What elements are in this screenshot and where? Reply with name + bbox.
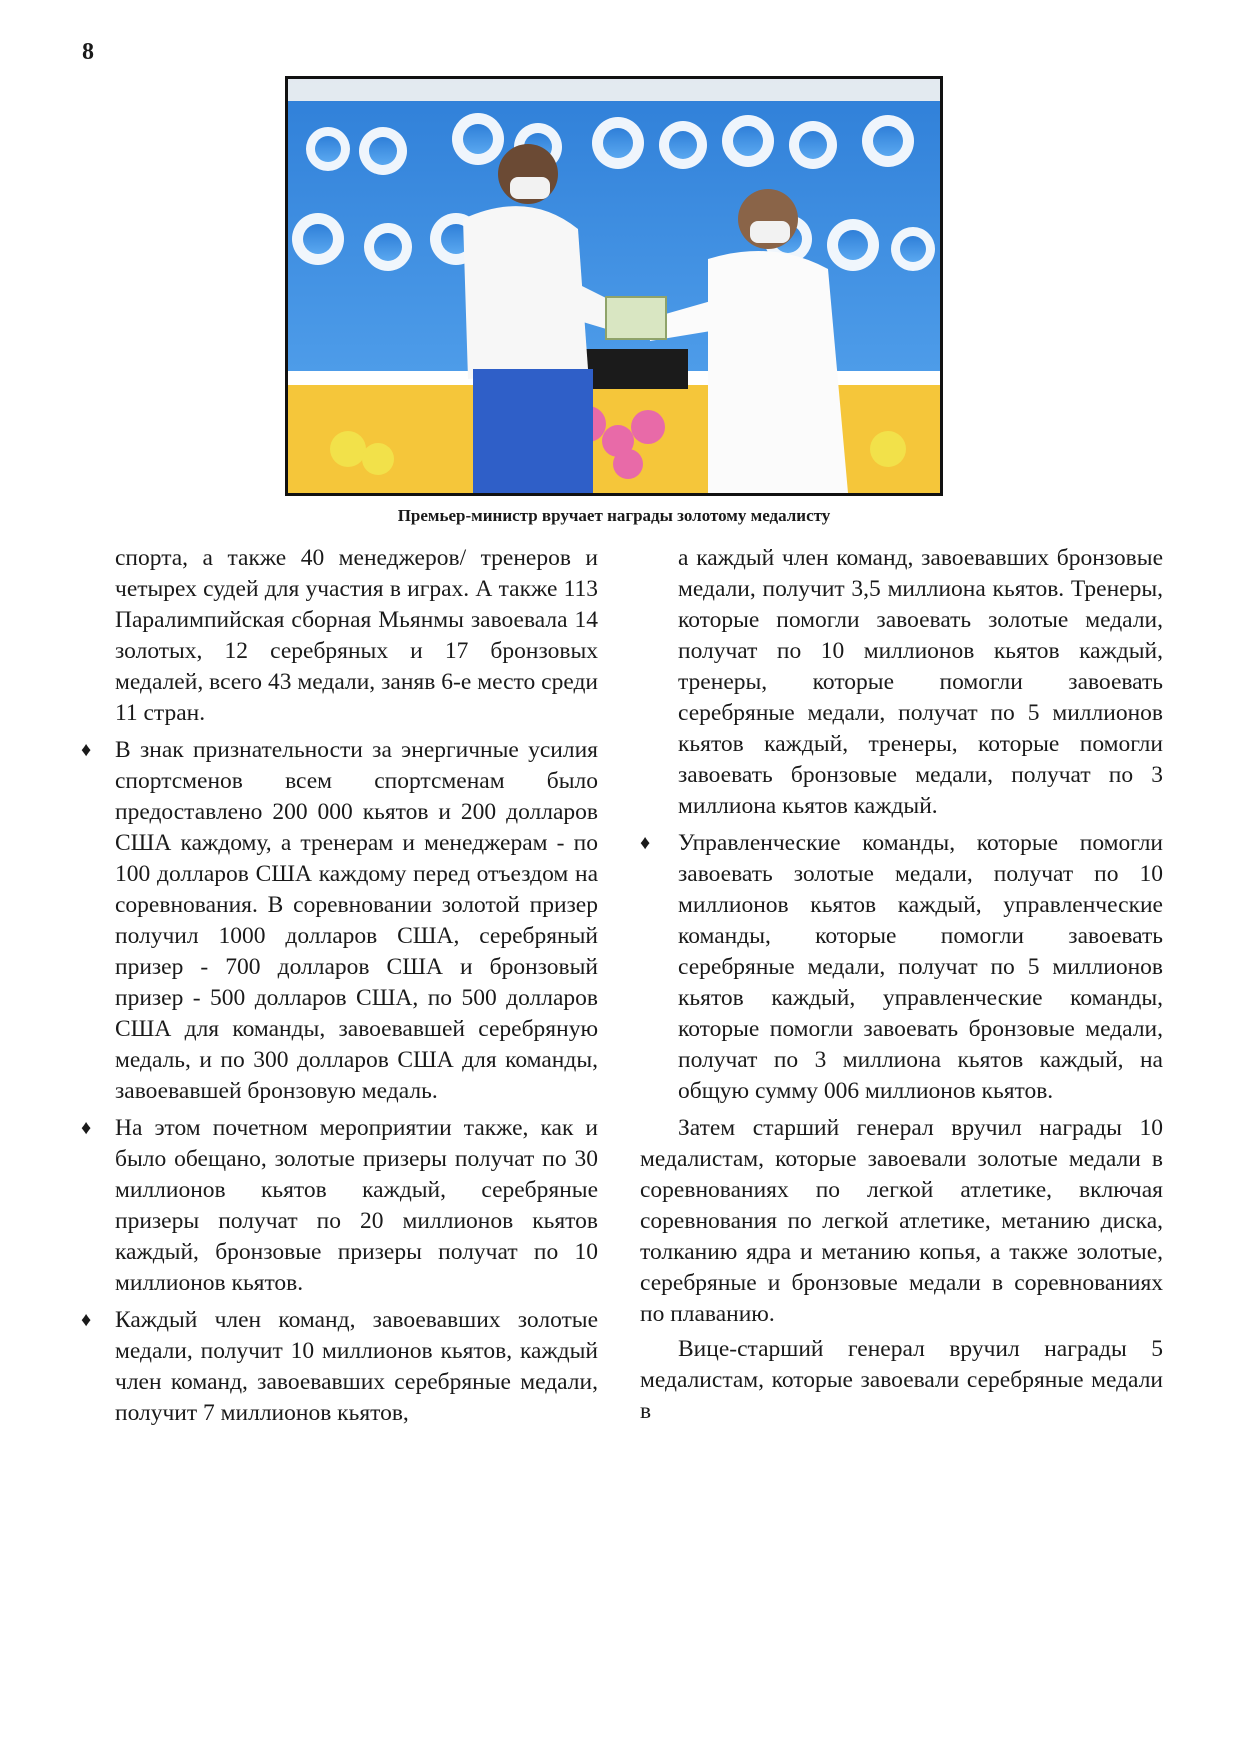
left-continuation-paragraph: спорта, а также 40 менеджеров/ тренеров и четырех судей для участия в играх. А также 113 Паралимпийская сборная Мьянмы завоевала 14 золотых, 12 серебряных и 17 бронзовых медалей, всего 43 медали, заняв 6-е место среди 11 стран. — [115, 545, 598, 726]
bullet-item — [81, 735, 598, 1107]
bullet-item — [640, 828, 1163, 1107]
right-continuation-paragraph: а каждый член команд, завоевавших бронзовые медали, получит 3,5 миллиона кьятов. Тренеры, которые помогли завоевать золотые медали, получат по 10 миллионов кьятов каждый, тренеры, которые помогли завоевать серебряные медали, получат по 5 миллионов кьятов каждый, тренеры, которые помогли завоевать бронзовые медали, получат по 3 миллиона кьятов каждый. — [678, 545, 1163, 819]
bullet-item — [81, 1305, 598, 1429]
bullet-text: В знак признательности за энергичные усилия спортсменов всем спортсменам было предоставлено 200 000 кьятов и 200 долларов США каждому, а тренерам и менеджерам - по 100 долларов США каждому перед отъездом на соревнования. В соревновании золотой призер получил 1000 долларов США, серебряный призер - 700 долларов США и бронзовый призер - 500 долларов США, по 500 долларов США для команды, завоевавшей серебряную медаль, и по 300 долларов США для команды, завоевавшей бронзовую медаль. — [115, 737, 598, 1104]
left-column — [81, 543, 598, 1435]
body-paragraph: Вице-старший генерал вручил награды 5 медалистам, которые завоевали серебряные медали в — [640, 1336, 1163, 1424]
bullet-diamond-icon: ♦ — [640, 832, 651, 854]
page-number: 8 — [82, 39, 94, 65]
award-ceremony-photo — [285, 76, 943, 496]
bullet-text: Управленческие команды, которые помогли завоевать золотые медали, получат по 10 миллионов кьятов каждый, управленческие команды, которые помогли завоевать серебряные медали, получат по 5 миллионов кьятов каждый, управленческие команды, которые помогли завоевать бронзовые медали, получат по 3 миллиона кьятов каждый, на общую сумму 006 миллионов кьятов. — [678, 830, 1163, 1104]
body-paragraph: Затем старший генерал вручил награды 10 медалистам, которые завоевали золотые медали в соревнованиях по легкой атлетике, включая соревнования по легкой атлетике, метанию диска, толканию ядра и метанию копья, а также золотые, серебряные и бронзовые медали в соревнованиях по плаванию. — [640, 1115, 1163, 1327]
bullet-diamond-icon: ♦ — [81, 1309, 92, 1331]
right-column — [640, 543, 1163, 1427]
bullet-text: Каждый член команд, завоевавших золотые медали, получит 10 миллионов кьятов, каждый член команд, завоевавших серебряные медали, получит 7 миллионов кьятов, — [115, 1307, 598, 1426]
photo-caption: Премьер-министр вручает награды золотому медалисту — [397, 506, 831, 525]
bullet-item — [81, 1113, 598, 1299]
bullet-diamond-icon: ♦ — [81, 739, 92, 761]
bullet-diamond-icon: ♦ — [81, 1117, 92, 1139]
bullet-text: На этом почетном мероприятии также, как и было обещано, золотые призеры получат по 30 миллионов кьятов каждый, серебряные призеры получат по 20 миллионов кьятов каждый, бронзовые призеры получат по 10 миллионов кьятов. — [115, 1115, 598, 1296]
